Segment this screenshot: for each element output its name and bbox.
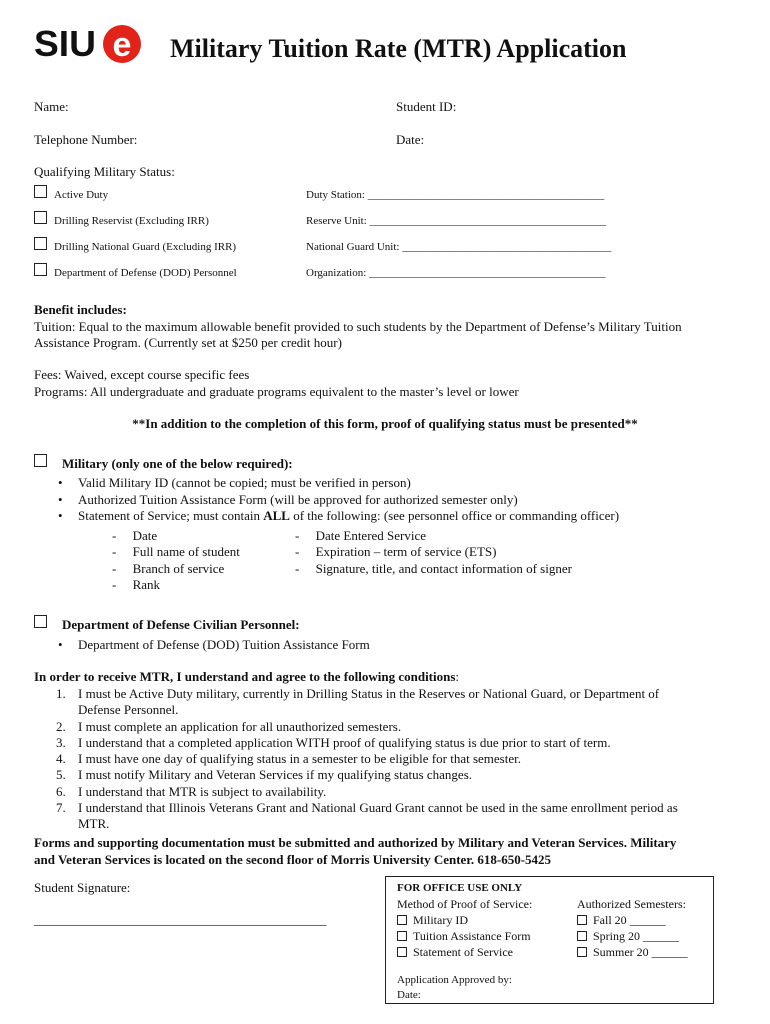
svg-text:SIU: SIU [34, 24, 96, 64]
submission-note-line2: and Veteran Services is located on the second floor of Morris University Center. 618-650-5425 [34, 852, 552, 867]
military-checkbox[interactable] [34, 454, 47, 467]
benefit-tuition-line2: Assistance Program. (Currently set at $250 per credit hour) [34, 335, 342, 350]
authorized-semesters-heading: Authorized Semesters: [577, 897, 686, 911]
student-id-field-label[interactable]: Student ID: [396, 99, 457, 114]
dod-personnel-checkbox[interactable] [34, 263, 47, 276]
checkbox-icon [577, 931, 587, 941]
student-signature-line[interactable]: _____________________________________________ [34, 912, 327, 927]
checkbox-icon [397, 915, 407, 925]
checkbox-icon [397, 931, 407, 941]
list-item: - Date Entered Service [295, 528, 427, 543]
national-guard-label: Drilling National Guard (Excluding IRR) [54, 241, 237, 253]
list-item: 2. I must complete an application for all unauthorized semesters. [56, 718, 402, 734]
list-item: 5. I must notify Military and Veteran Services if my qualifying status changes. [56, 767, 473, 783]
military-heading: Military (only one of the below required): [62, 456, 293, 471]
siue-logo [34, 24, 144, 64]
list-item: 7. I understand that Illinois Veterans Grant and National Guard Grant cannot be used in the same enrollment period as MTR. [56, 800, 678, 832]
dod-civilian-checkbox[interactable] [34, 615, 47, 628]
checkbox-icon [397, 947, 407, 957]
submission-note-line1: Forms and supporting documentation must be submitted and authorized by Military and Veteran Services. Military [34, 835, 677, 850]
active-duty-checkbox[interactable] [34, 185, 47, 198]
proof-statement-of-service-option[interactable]: Statement of Service [397, 945, 513, 960]
list-item: 4. I must have one day of qualifying status in a semester to be eligible for that semester. [56, 751, 521, 767]
national-guard-unit-field[interactable]: National Guard Unit: ______________________________________ [306, 241, 612, 253]
semester-spring-option[interactable]: Spring 20 ______ [577, 929, 679, 944]
list-item: - Signature, title, and contact information of signer [295, 561, 572, 576]
list-item: • Statement of Service; must contain ALL of the following: (see personnel office or commanding officer) [52, 508, 619, 525]
proof-notice: **In addition to the completion of this form, proof of qualifying status must be presented** [132, 416, 638, 431]
proof-method-heading: Method of Proof of Service: [397, 897, 533, 911]
organization-field[interactable]: Organization: ___________________________________________ [306, 267, 606, 279]
list-item: - Date [112, 528, 158, 543]
conditions-heading: In order to receive MTR, I understand and agree to the following conditions: [34, 669, 460, 684]
duty-station-field[interactable]: Duty Station: ___________________________________________ [306, 189, 605, 201]
list-item: - Expiration – term of service (ETS) [295, 544, 497, 559]
dod-requirements-list [52, 637, 370, 654]
drilling-reservist-label: Drilling Reservist (Excluding IRR) [54, 215, 209, 227]
list-item: 3. I understand that a completed application WITH proof of qualifying status is due prior to start of term. [56, 734, 611, 750]
checkbox-icon [577, 947, 587, 957]
semester-fall-option[interactable]: Fall 20 ______ [577, 913, 666, 928]
name-field-label[interactable]: Name: [34, 99, 69, 114]
national-guard-checkbox[interactable] [34, 237, 47, 250]
checkbox-icon [577, 915, 587, 925]
benefit-fees: Fees: Waived, except course specific fees [34, 367, 250, 382]
list-item: 6. I understand that MTR is subject to availability. [56, 783, 327, 799]
page-title: Military Tuition Rate (MTR) Application [170, 34, 627, 63]
svg-text:e: e [112, 26, 132, 64]
list-item: • Authorized Tuition Assistance Form (will be approved for authorized semester only) [52, 492, 619, 509]
list-item: • Department of Defense (DOD) Tuition Assistance Form [52, 637, 370, 654]
benefit-heading: Benefit includes: [34, 302, 127, 317]
drilling-reservist-checkbox[interactable] [34, 211, 47, 224]
list-item: 1. I must be Active Duty military, currently in Drilling Status in the Reserves or National Guard, or Department of Defense Personnel. [56, 686, 660, 718]
active-duty-label: Active Duty [54, 189, 109, 201]
date-field-label[interactable]: Date: [396, 132, 425, 147]
list-item: - Full name of student [112, 544, 240, 559]
student-signature-label: Student Signature: [34, 880, 131, 895]
list-item: - Branch of service [112, 561, 225, 576]
dod-personnel-label: Department of Defense (DOD) Personnel [54, 267, 237, 279]
benefit-programs: Programs: All undergraduate and graduate programs equivalent to the master’s level or lower [34, 384, 519, 399]
list-item: - Rank [112, 577, 161, 592]
approved-by-label: Application Approved by: [397, 974, 512, 986]
dod-civilian-heading: Department of Defense Civilian Personnel: [62, 617, 300, 632]
reserve-unit-field[interactable]: Reserve Unit: ___________________________________________ [306, 215, 607, 227]
office-use-heading: FOR OFFICE USE ONLY [397, 882, 523, 894]
list-item: • Valid Military ID (cannot be copied; must be verified in person) [52, 475, 619, 492]
semester-summer-option[interactable]: Summer 20 ______ [577, 945, 688, 960]
proof-military-id-option[interactable]: Military ID [397, 913, 468, 928]
benefit-tuition-line1: Tuition: Equal to the maximum allowable benefit provided to such students by the Department of Defense’s Military Tuition [34, 319, 682, 334]
military-requirements-list [52, 475, 619, 525]
approved-date-label: Date: [397, 989, 421, 1001]
qualifying-status-heading: Qualifying Military Status: [34, 164, 175, 179]
telephone-field-label[interactable]: Telephone Number: [34, 132, 138, 147]
conditions-list [34, 686, 734, 833]
proof-tuition-assistance-option[interactable]: Tuition Assistance Form [397, 929, 531, 944]
